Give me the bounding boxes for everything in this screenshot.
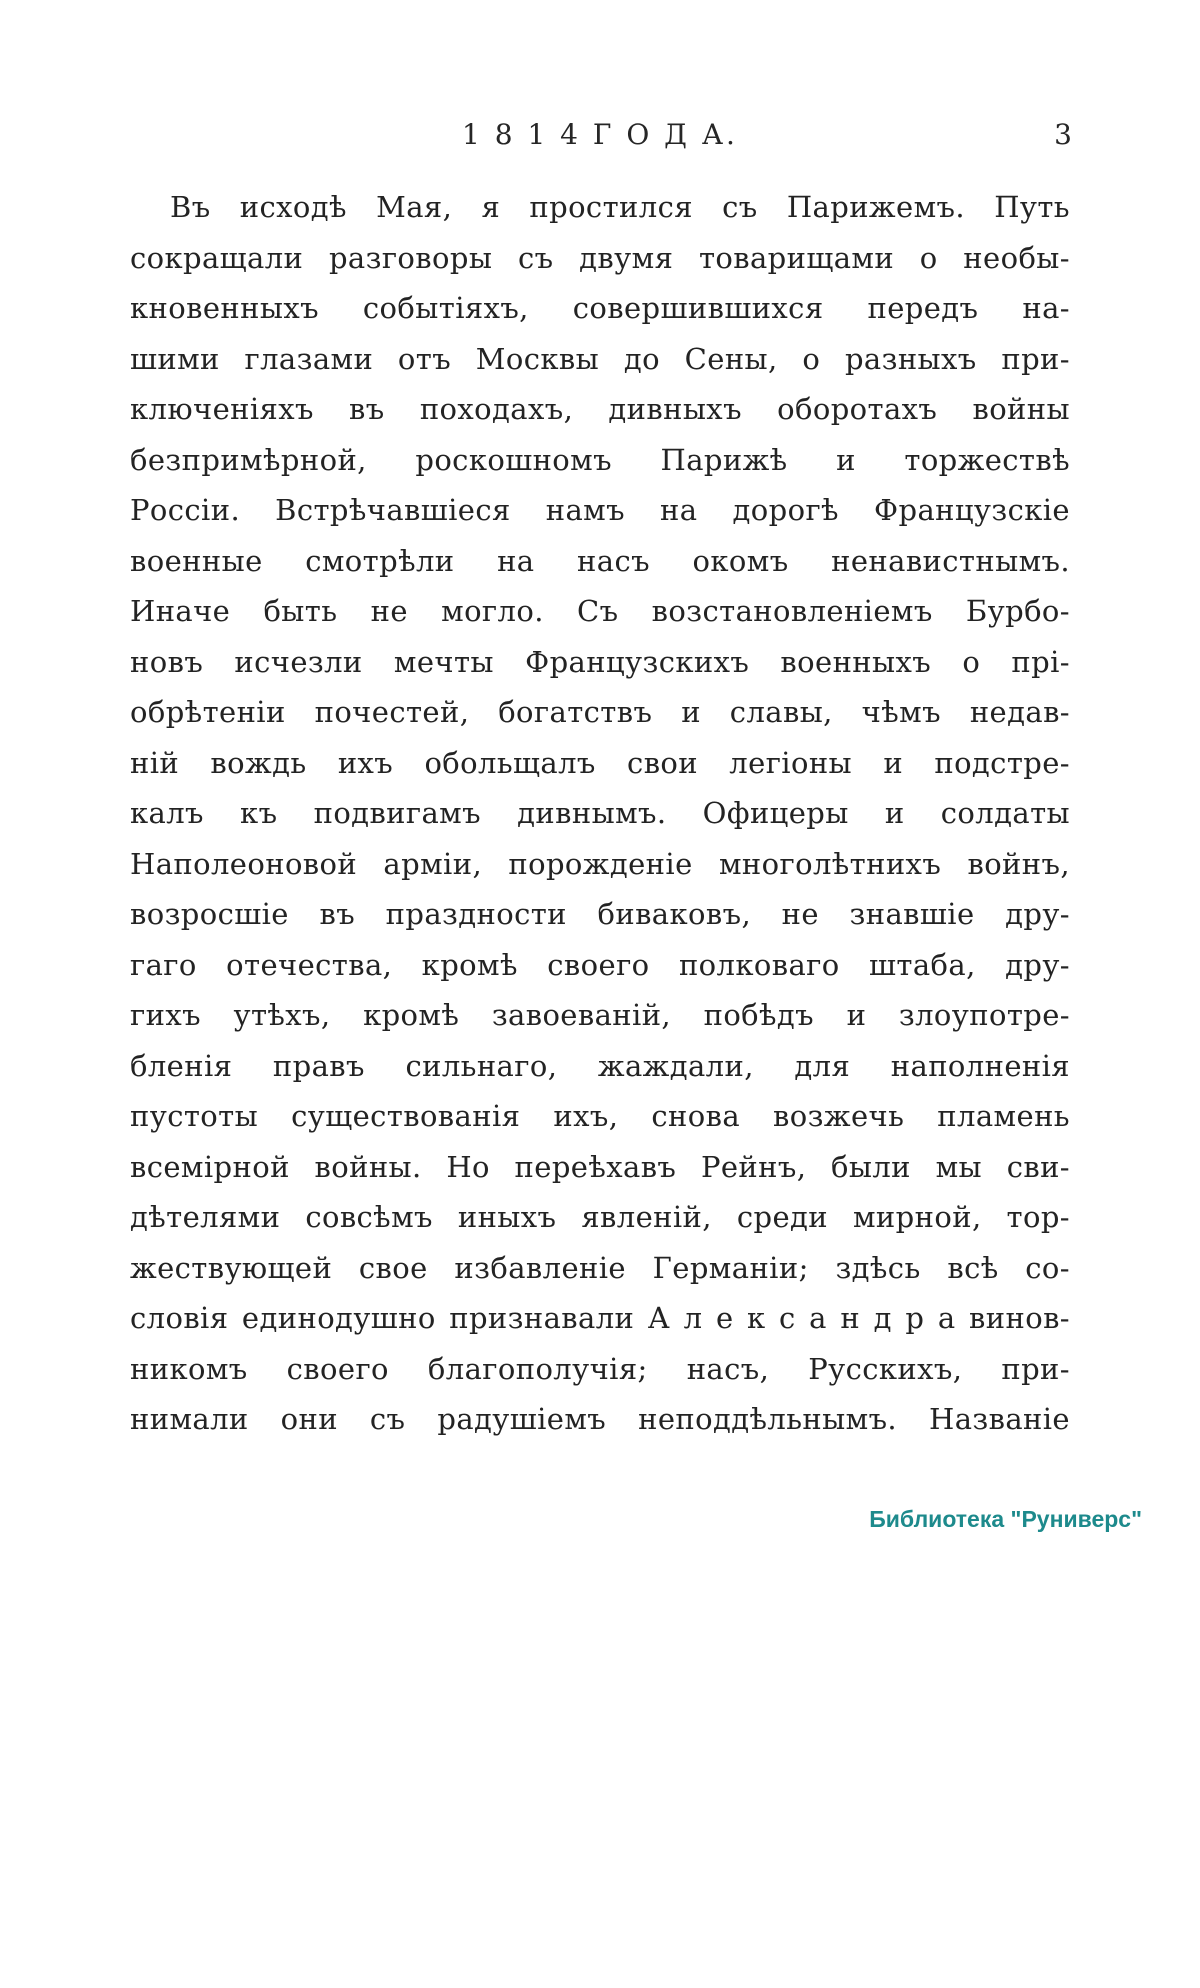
text-line: нимали они съ радушіемъ неподдѣльнымъ. Названіе xyxy=(130,1402,1070,1436)
page-header xyxy=(128,118,1072,160)
text-line: возросшіе въ праздности биваковъ, не знавшіе дру- xyxy=(130,897,1070,931)
running-title: 1 8 1 4 Г О Д А. xyxy=(462,118,738,151)
text-line: бленія правъ сильнаго, жаждали, для наполненія xyxy=(130,1048,1070,1083)
text-line: военные смотрѣли на насъ окомъ ненавистнымъ. xyxy=(130,543,1070,578)
text-line: сокращали разговоры съ двумя товарищами о необы- xyxy=(130,240,1070,275)
text-line: никомъ своего благополучія; насъ, Русскихъ, при- xyxy=(130,1351,1070,1386)
text-line: Въ исходѣ Мая, я простился съ Парижемъ. Путь xyxy=(170,190,1070,224)
text-line: шими глазами отъ Москвы до Сены, о разныхъ при- xyxy=(130,341,1070,376)
text-line: ключеніяхъ въ походахъ, дивныхъ оборотахъ войны xyxy=(130,392,1070,426)
text-line: всемірной войны. Но переѣхавъ Рейнъ, были мы сви- xyxy=(130,1149,1070,1184)
text-line: ній вождь ихъ обольщалъ свои легіоны и подстре- xyxy=(130,745,1070,780)
text-line: дѣтелями совсѣмъ иныхъ явленій, среди мирной, тор- xyxy=(130,1200,1070,1234)
text-line: жествующей свое избавленіе Германіи; здѣсь всѣ со- xyxy=(130,1250,1070,1285)
text-line: Наполеоновой арміи, порожденіе многолѣтнихъ войнъ, xyxy=(130,846,1070,881)
text-line: кновенныхъ событіяхъ, совершившихся передъ на- xyxy=(130,291,1070,325)
page-number: 3 xyxy=(1054,118,1072,151)
library-credit: Библиотека "Руниверс" xyxy=(869,1506,1142,1532)
text-line: калъ къ подвигамъ дивнымъ. Офицеры и солдаты xyxy=(130,796,1070,830)
text-line: пустоты существованія ихъ, снова возжечь пламень xyxy=(130,1099,1070,1133)
text-line: словія единодушно признавали А л е к с а н д р а винов- xyxy=(130,1301,1070,1335)
text-line: новъ исчезли мечты Французскихъ военныхъ о прі- xyxy=(130,644,1070,679)
body-text xyxy=(130,182,1070,1445)
text-line: обрѣтеніи почестей, богатствъ и славы, чѣмъ недав- xyxy=(130,695,1070,729)
text-line: безпримѣрной, роскошномъ Парижѣ и торжествѣ xyxy=(130,442,1070,477)
footer xyxy=(869,1506,1142,1533)
text-line: Россіи. Встрѣчавшіеся намъ на дорогѣ Французскіе xyxy=(130,493,1070,527)
text-line: гихъ утѣхъ, кромѣ завоеваній, побѣдъ и злоупотре- xyxy=(130,998,1070,1032)
text-line: гаго отечества, кромѣ своего полковаго штаба, дру- xyxy=(130,947,1070,982)
text-line: Иначе быть не могло. Съ возстановленіемъ Бурбо- xyxy=(130,594,1070,628)
